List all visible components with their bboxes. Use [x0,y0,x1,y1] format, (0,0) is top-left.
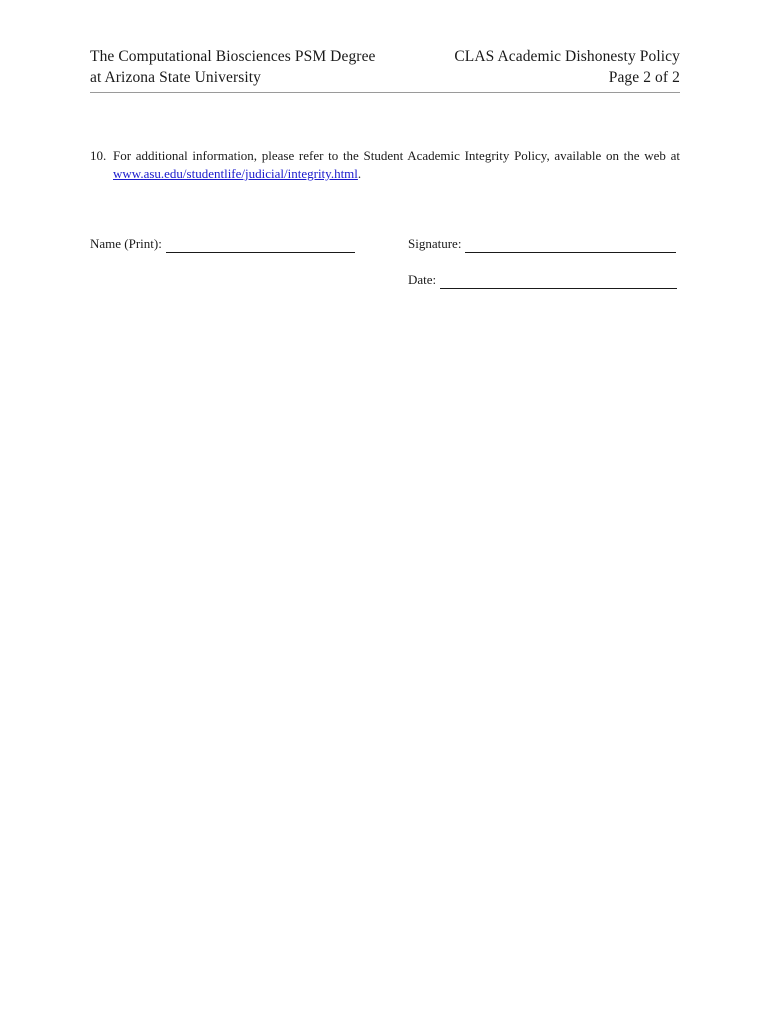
header-program-name: The Computational Biosciences PSM Degree [90,48,376,65]
date-line[interactable] [440,274,677,289]
header-policy-info [454,46,680,88]
integrity-policy-link[interactable]: www.asu.edu/studentlife/judicial/integrity.html [113,166,358,181]
list-item-text [113,147,680,183]
list-item-10 [90,147,680,183]
name-print-field [90,235,355,253]
list-item-text-after: . [357,166,362,181]
header-policy-title: CLAS Academic Dishonesty Policy [454,48,680,65]
page-header [90,46,680,93]
list-item-number: 10. [90,148,107,163]
header-program-title [90,46,376,88]
signature-label: Signature: [408,236,462,251]
name-print-line[interactable] [166,238,355,253]
header-university: at Arizona State University [90,69,262,86]
header-page-number: Page 2 of 2 [608,69,680,86]
name-print-label: Name (Print): [90,236,162,251]
signature-field [408,235,676,253]
signature-line[interactable] [465,238,676,253]
list-item-text-before: For additional information, please refer to the Student Academic Integrity Policy, available on the web at [113,148,680,163]
date-field [408,271,677,289]
date-label: Date: [408,272,437,287]
